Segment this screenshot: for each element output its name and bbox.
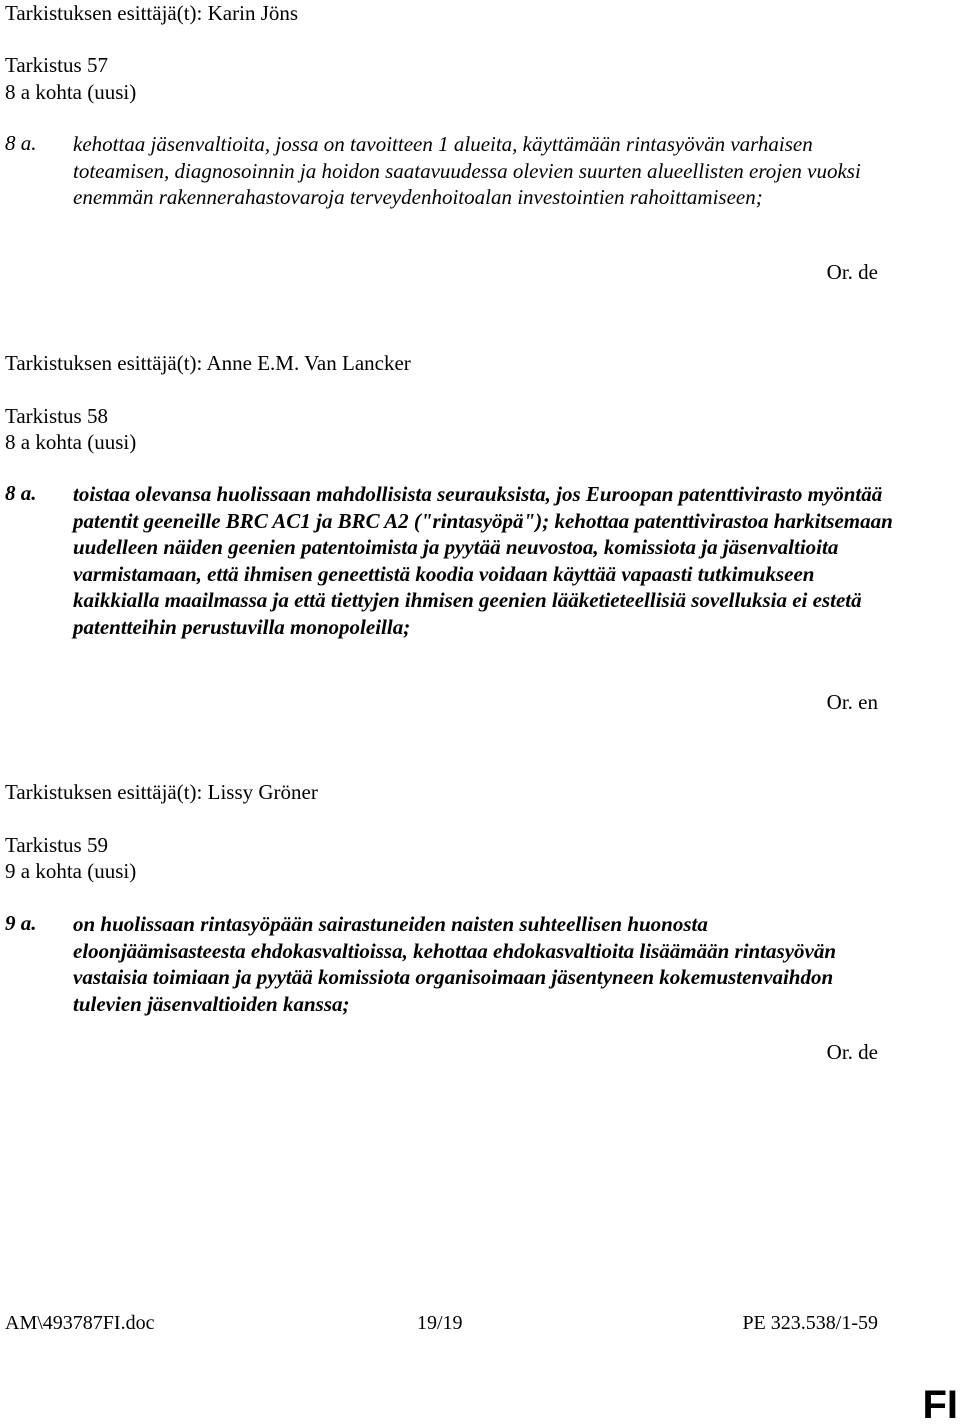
amendment-57-number: Tarkistus 57 <box>5 53 108 77</box>
amendment-59-number: Tarkistus 59 <box>5 833 108 857</box>
amendment-59-point: 9 a kohta (uusi) <box>5 859 137 883</box>
amendment-57-text: kehottaa jäsenvaltioita, jossa on tavoitteen 1 alueita, käyttämään rintasyövän varhaisen toteamisen, diagnosoinnin ja hoidon saatavuudessa olevien suurten alueellisten erojen vuoksi enemmän rakennerahastovaroja terveydenhoitoalan investointien rahoittamiseen; <box>73 132 861 209</box>
amendment-59-original-language: Or. de <box>826 1040 878 1064</box>
amendment-58-text: toistaa olevansa huolissaan mahdollisista seurauksista, jos Euroopan patenttivirasto myöntää patentit geeneille BRC AC1 ja BRC A2 ("rintasyöpä"); kehottaa patenttivirastoa harkitsemaan uudelleen näiden geenien patentoimista ja pyytää neuvostoa, komissiota ja jäsenvaltioita varmistamaan, että ihmisen geneettistä koodia voidaan käyttää vapaasti tutkimukseen kaikkialla maailmassa ja että tiettyjen ihmisen geenien lääketieteellisiä sovelluksia ei estetä patentteihin perustuvilla monopoleilla; <box>73 482 893 639</box>
amendment-57-original-language: Or. de <box>826 260 878 284</box>
amendment-58-point: 8 a kohta (uusi) <box>5 430 137 454</box>
footer-pe-reference: PE 323.538/1-59 <box>742 1312 878 1334</box>
amendment-58-author: Tarkistuksen esittäjä(t): Anne E.M. Van Lancker <box>5 351 411 375</box>
amendment-58-original-language: Or. en <box>826 690 878 714</box>
amendment-57-author: Tarkistuksen esittäjä(t): Karin Jöns <box>5 1 299 25</box>
amendment-59-text: on huolissaan rintasyöpään sairastuneiden naisten suhteellisen huonosta eloonjäämisasteesta ehdokasvaltioissa, kehottaa ehdokasvaltioita lisäämään rintasyövän vastaisia toimiaan ja pyytää komissiota organisoimaan jäsentyneen kokemustenvaihdon tulevien jäsenvaltioiden kanssa; <box>73 912 837 1016</box>
amendment-59-label: 9 a. <box>5 911 37 935</box>
amendment-59-author: Tarkistuksen esittäjä(t): Lissy Gröner <box>5 780 318 804</box>
footer-document-reference: AM\493787FI.doc <box>5 1312 155 1334</box>
amendment-58-label: 8 a. <box>5 481 37 505</box>
footer-page-number: 19/19 <box>417 1312 463 1334</box>
amendment-57-point: 8 a kohta (uusi) <box>5 80 137 104</box>
amendment-57-label: 8 a. <box>5 131 37 155</box>
language-code: FI <box>922 1383 958 1427</box>
amendment-58-number: Tarkistus 58 <box>5 404 108 428</box>
